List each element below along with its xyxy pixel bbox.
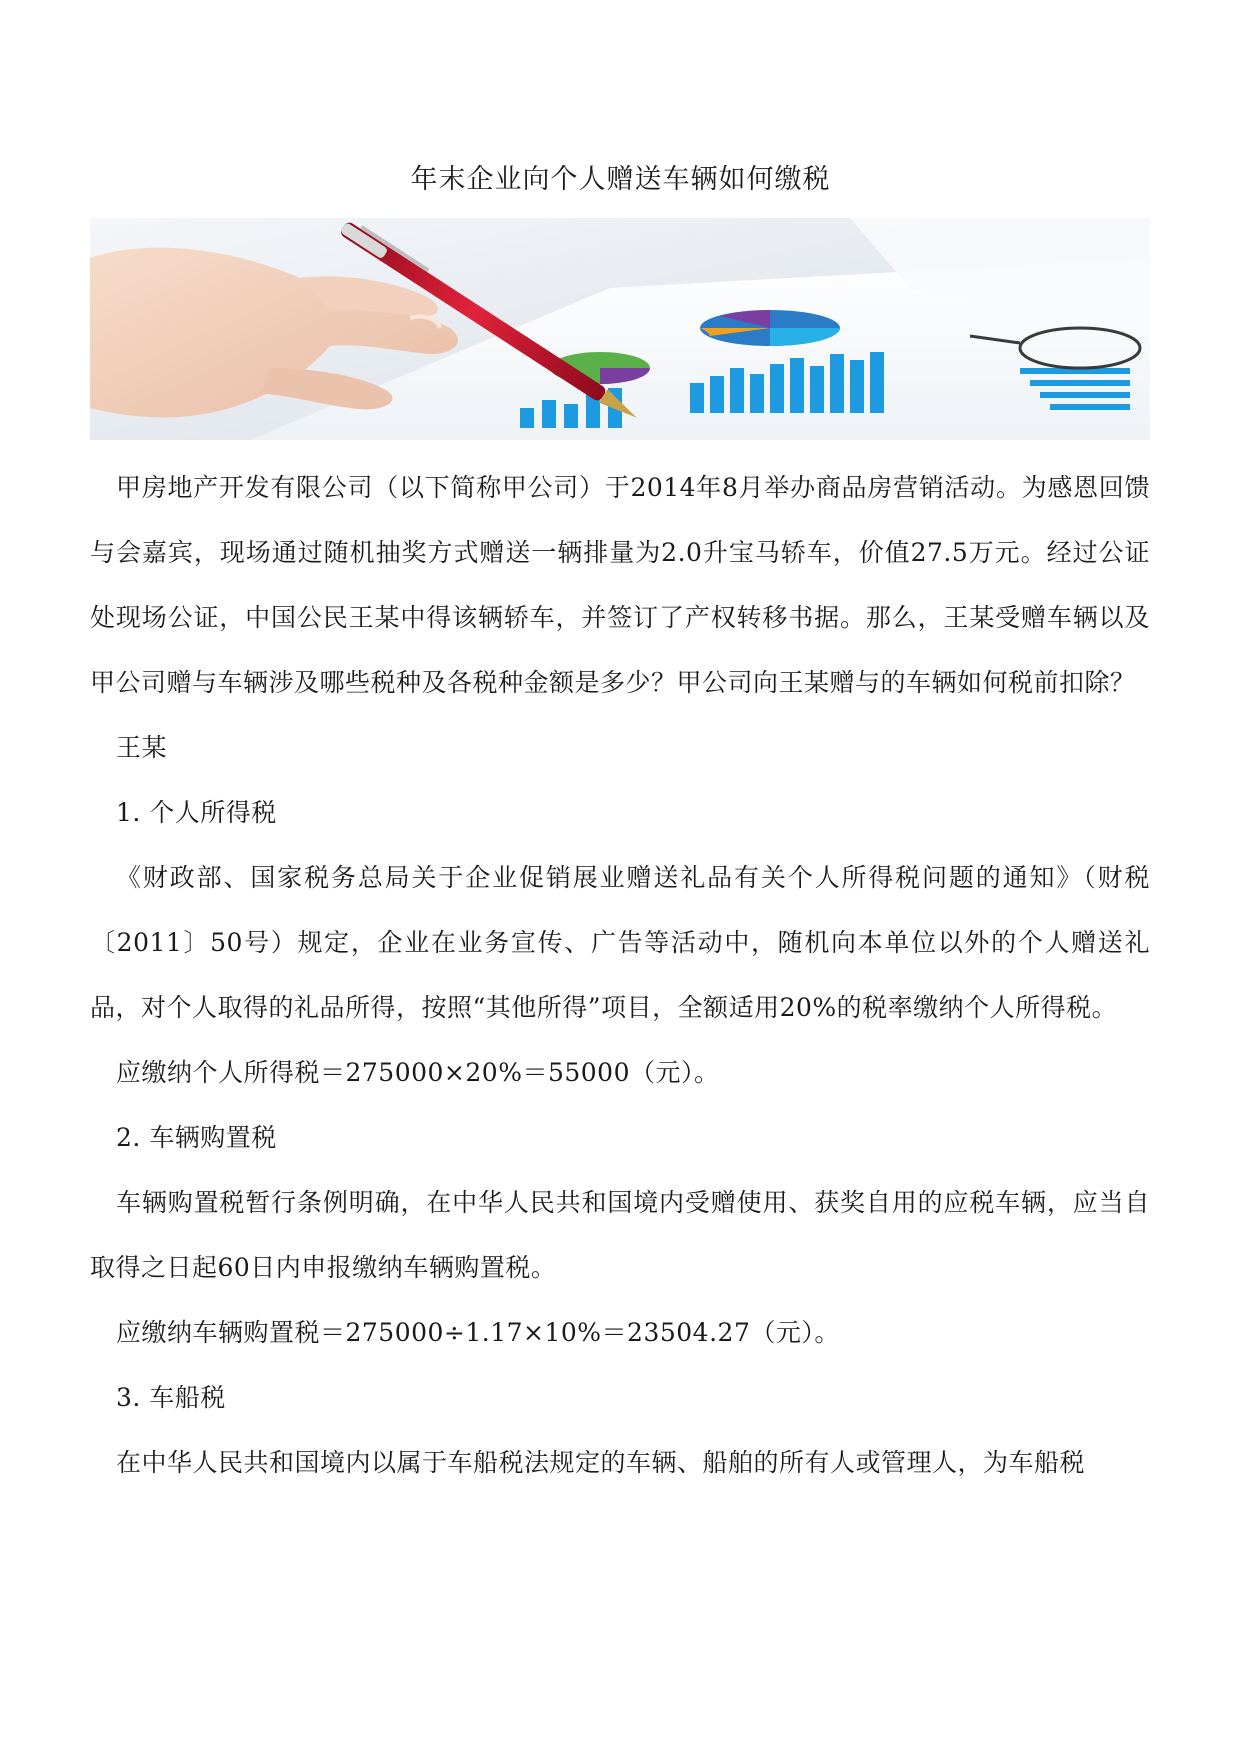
document-title: 年末企业向个人赠送车辆如何缴税: [410, 164, 831, 195]
paragraph-intro: 甲房地产开发有限公司（以下简称甲公司）于2014年8月举办商品房营销活动。为感恩回馈与会嘉宾，现场通过随机抽奖方式赠送一辆排量为2.0升宝马轿车，价值27.5万元。经过公证处现场公证，中国公民王某中得该辆轿车，并签订了产权转移书据。那么，王某受赠车辆以及甲公司赠与车辆涉及哪些税种及各税种金额是多少？甲公司向王某赠与的车辆如何税前扣除？: [90, 473, 1150, 697]
section-heading-vehicle-tax: 3. 车船税: [116, 1383, 226, 1412]
banner-image: [90, 218, 1150, 440]
document-body: [90, 455, 1150, 1495]
section-heading-purchase-tax: 2. 车辆购置税: [116, 1123, 277, 1152]
section-heading-wang: 王某: [116, 733, 168, 762]
paragraph-income-tax-rule: 《财政部、国家税务总局关于企业促销展业赠送礼品有关个人所得税问题的通知》（财税〔2011〕50号）规定，企业在业务宣传、广告等活动中，随机向本单位以外的个人赠送礼品，对个人取得的礼品所得，按照“其他所得”项目，全额适用20%的税率缴纳个人所得税。: [90, 863, 1150, 1022]
paragraph-income-tax-calc: 应缴纳个人所得税＝275000×20%＝55000（元）。: [116, 1058, 720, 1087]
paragraph-purchase-tax-rule: 车辆购置税暂行条例明确，在中华人民共和国境内受赠使用、获奖自用的应税车辆，应当自取得之日起60日内申报缴纳车辆购置税。: [90, 1188, 1150, 1282]
paragraph-purchase-tax-calc: 应缴纳车辆购置税＝275000÷1.17×10%＝23504.27（元）。: [116, 1318, 840, 1347]
paragraph-vehicle-tax-rule: 在中华人民共和国境内以属于车船税法规定的车辆、船舶的所有人或管理人，为车船税: [116, 1448, 1086, 1477]
hand-with-pen-over-charts-photo: [90, 218, 1150, 440]
section-heading-income-tax: 1. 个人所得税: [116, 798, 277, 827]
